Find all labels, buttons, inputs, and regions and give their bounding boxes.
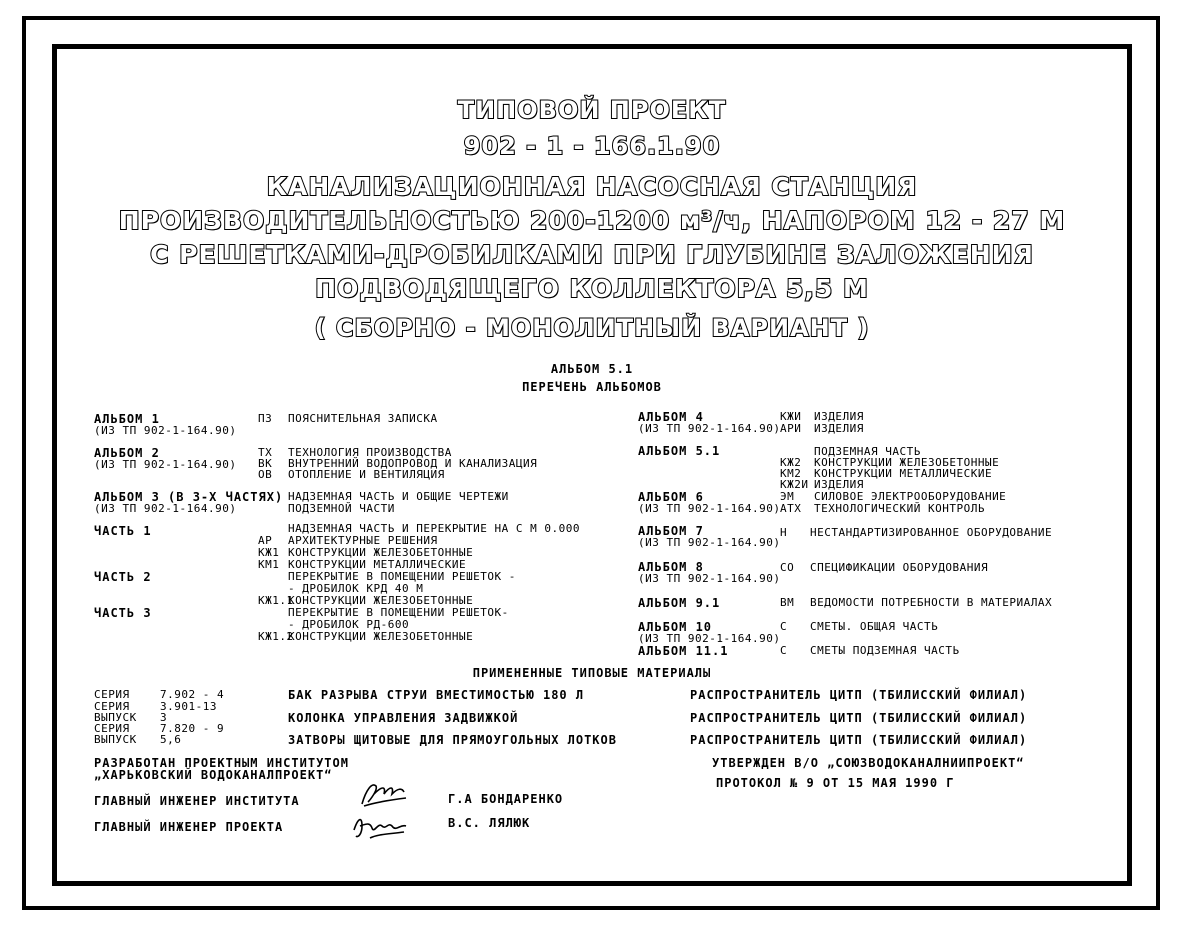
approved-line-2: ПРОТОКОЛ № 9 ОТ 15 МАЯ 1990 Г <box>716 776 955 790</box>
series-label: ВЫПУСК <box>94 711 137 724</box>
left-album-desc: ПОДЗЕМНОЙ ЧАСТИ <box>288 502 395 515</box>
title-line-4: ПОДВОДЯЩЕГО КОЛЛЕКТОРА 5,5 М <box>315 274 869 303</box>
developer-line-1: РАЗРАБОТАН ПРОЕКТНЫМ ИНСТИТУТОМ <box>94 756 349 770</box>
right-album-desc: НЕСТАНДАРТИЗИРОВАННОЕ ОБОРУДОВАНИЕ <box>810 526 1053 539</box>
left-album-source: (ИЗ ТП 902-1-164.90) <box>94 458 237 471</box>
material-desc: КОЛОНКА УПРАВЛЕНИЯ ЗАДВИЖКОЙ <box>288 711 519 725</box>
right-album-desc: ТЕХНОЛОГИЧЕСКИЙ КОНТРОЛЬ <box>814 502 985 515</box>
left-album-desc: КОНСТРУКЦИИ ЖЕЛЕЗОБЕТОННЫЕ <box>288 630 474 643</box>
material-desc: ЗАТВОРЫ ЩИТОВЫЕ ДЛЯ ПРЯМОУГОЛЬНЫХ ЛОТКОВ <box>288 733 617 747</box>
right-album-code: КМ2 <box>780 467 802 480</box>
materials-title: ПРИМЕНЕННЫЕ ТИПОВЫЕ МАТЕРИАЛЫ <box>472 666 712 680</box>
title-variant: ( СБОРНО - МОНОЛИТНЫЙ ВАРИАНТ ) <box>314 314 870 342</box>
series-value: 7.820 - 9 <box>160 722 225 735</box>
left-part-label: ЧАСТЬ 2 <box>94 570 152 584</box>
right-album-desc: ИЗДЕЛИЯ <box>814 422 864 435</box>
right-album-label: АЛЬБОМ 5.1 <box>638 444 721 458</box>
left-album-label: АЛЬБОМ 2 <box>94 446 160 460</box>
left-album-code: КЖ1.2 <box>258 630 294 643</box>
right-album-source: (ИЗ ТП 902-1-164.90) <box>638 536 781 549</box>
series-label: СЕРИЯ <box>94 688 130 701</box>
series-label: ВЫПУСК <box>94 733 137 746</box>
material-distributor: РАСПРОСТРАНИТЕЛЬ ЦИТП (ТБИЛИССКИЙ ФИЛИАЛ) <box>690 688 1028 702</box>
right-album-source: (ИЗ ТП 902-1-164.90) <box>638 632 781 645</box>
right-album-label: АЛЬБОМ 8 <box>638 560 704 574</box>
left-album-source: (ИЗ ТП 902-1-164.90) <box>94 502 237 515</box>
series-value: 7.902 - 4 <box>160 688 225 701</box>
right-album-desc: СМЕТЫ ПОДЗЕМНАЯ ЧАСТЬ <box>810 644 960 657</box>
left-album-desc: ВНУТРЕННИЙ ВОДОПРОВОД И КАНАЛИЗАЦИЯ <box>288 457 538 470</box>
approved-line-1: УТВЕРЖДЕН В/О „СОЮЗВОДОКАНАЛНИИПРОЕКТ“ <box>712 756 1025 770</box>
right-album-desc: ИЗДЕЛИЯ <box>814 410 864 423</box>
right-album-source: (ИЗ ТП 902-1-164.90) <box>638 502 781 515</box>
right-album-label: АЛЬБОМ 9.1 <box>638 596 721 610</box>
right-album-desc: КОНСТРУКЦИИ ЖЕЛЕЗОБЕТОННЫЕ <box>814 456 1000 469</box>
left-part-label: ЧАСТЬ 3 <box>94 606 152 620</box>
left-album-desc: НАДЗЕМНАЯ ЧАСТЬ И ПЕРЕКРЫТИЕ НА С М 0.000 <box>288 522 581 535</box>
right-album-code: С <box>780 644 788 657</box>
left-album-code: КЖ1 <box>258 546 280 559</box>
developer-line-2: „ХАРЬКОВСКИЙ ВОДОКАНАЛПРОЕКТ“ <box>94 768 333 782</box>
right-album-desc: СИЛОВОЕ ЭЛЕКТРООБОРУДОВАНИЕ <box>814 490 1007 503</box>
right-album-label: АЛЬБОМ 11.1 <box>638 644 729 658</box>
right-album-code: Н <box>780 526 788 539</box>
right-album-source: (ИЗ ТП 902-1-164.90) <box>638 422 781 435</box>
right-album-code: АРИ <box>780 422 802 435</box>
left-album-desc: КОНСТРУКЦИИ МЕТАЛЛИЧЕСКИЕ <box>288 558 467 571</box>
right-album-label: АЛЬБОМ 10 <box>638 620 713 634</box>
chief-institute-name: Г.А БОНДАРЕНКО <box>448 792 564 806</box>
left-album-desc: АРХИТЕКТУРНЫЕ РЕШЕНИЯ <box>288 534 438 547</box>
left-album-desc: - ДРОБИЛОК КРД 40 М <box>288 582 424 595</box>
series-label: СЕРИЯ <box>94 722 130 735</box>
right-album-desc: СМЕТЫ. ОБЩАЯ ЧАСТЬ <box>810 620 939 633</box>
left-album-label: АЛЬБОМ 1 <box>94 412 160 426</box>
project-type-title: ТИПОВОЙ ПРОЕКТ <box>457 96 727 124</box>
left-album-code: КМ1 <box>258 558 280 571</box>
right-album-code: СО <box>780 561 795 574</box>
right-album-code: ЭМ <box>780 490 795 503</box>
right-album-code: С <box>780 620 788 633</box>
left-album-desc: КОНСТРУКЦИИ ЖЕЛЕЗОБЕТОННЫЕ <box>288 594 474 607</box>
project-number: 902 - 1 - 166.1.90 <box>463 132 721 160</box>
title-line-1: КАНАЛИЗАЦИОННАЯ НАСОСНАЯ СТАНЦИЯ <box>266 172 918 201</box>
left-album-code: КЖ1.1 <box>258 594 294 607</box>
left-album-desc: НАДЗЕМНАЯ ЧАСТЬ И ОБЩИЕ ЧЕРТЕЖИ <box>288 490 509 503</box>
series-value: 3.901-13 <box>160 700 217 713</box>
chief-project-name: В.С. ЛЯЛЮК <box>448 816 531 830</box>
right-album-code: АТХ <box>780 502 802 515</box>
left-album-code: ТХ <box>258 446 273 459</box>
right-album-source: (ИЗ ТП 902-1-164.90) <box>638 572 781 585</box>
left-album-source: (ИЗ ТП 902-1-164.90) <box>94 424 237 437</box>
right-album-desc: ПОДЗЕМНАЯ ЧАСТЬ <box>814 445 921 458</box>
left-album-desc: ПЕРЕКРЫТИЕ В ПОМЕЩЕНИИ РЕШЕТОК- <box>288 606 509 619</box>
album-list-heading: ПЕРЕЧЕНЬ АЛЬБОМОВ <box>522 380 662 394</box>
material-distributor: РАСПРОСТРАНИТЕЛЬ ЦИТП (ТБИЛИССКИЙ ФИЛИАЛ) <box>690 711 1028 725</box>
left-album-code: АР <box>258 534 273 547</box>
title-line-3: С РЕШЕТКАМИ-ДРОБИЛКАМИ ПРИ ГЛУБИНЕ ЗАЛОЖЕНИЯ <box>150 240 1034 269</box>
left-album-desc: КОНСТРУКЦИИ ЖЕЛЕЗОБЕТОННЫЕ <box>288 546 474 559</box>
right-album-desc: КОНСТРУКЦИИ МЕТАЛЛИЧЕСКИЕ <box>814 467 993 480</box>
left-album-label: АЛЬБОМ 3 (В 3-Х ЧАСТЯХ) <box>94 490 284 504</box>
title-line-2: ПРОИЗВОДИТЕЛЬНОСТЬЮ 200-1200 м³/ч, НАПОРОМ 12 - 27 М <box>118 206 1066 235</box>
left-album-desc: ПЕРЕКРЫТИЕ В ПОМЕЩЕНИИ РЕШЕТОК - <box>288 570 516 583</box>
signature-bondarenko <box>356 776 412 810</box>
material-desc: БАК РАЗРЫВА СТРУИ ВМЕСТИМОСТЬЮ 180 Л <box>288 688 585 702</box>
right-album-code: КЖ2 <box>780 456 802 469</box>
right-album-label: АЛЬБОМ 6 <box>638 490 704 504</box>
signature-lyalyuk <box>350 808 412 844</box>
album-title: АЛЬБОМ 5.1 <box>550 362 634 376</box>
left-album-desc: ПОЯСНИТЕЛЬНАЯ ЗАПИСКА <box>288 412 438 425</box>
chief-project-label: ГЛАВНЫЙ ИНЖЕНЕР ПРОЕКТА <box>94 820 284 834</box>
right-album-desc: ВЕДОМОСТИ ПОТРЕБНОСТИ В МАТЕРИАЛАХ <box>810 596 1053 609</box>
left-album-desc: ОТОПЛЕНИЕ И ВЕНТИЛЯЦИЯ <box>288 468 445 481</box>
right-album-desc: ИЗДЕЛИЯ <box>814 478 864 491</box>
material-distributor: РАСПРОСТРАНИТЕЛЬ ЦИТП (ТБИЛИССКИЙ ФИЛИАЛ) <box>690 733 1028 747</box>
left-album-code: ВК <box>258 457 273 470</box>
right-album-code: КЖ2И <box>780 478 809 491</box>
left-album-code: ОВ <box>258 468 273 481</box>
left-album-desc: - ДРОБИЛОК РД-600 <box>288 618 410 631</box>
right-album-code: ВМ <box>780 596 795 609</box>
left-part-label: ЧАСТЬ 1 <box>94 524 152 538</box>
right-album-label: АЛЬБОМ 7 <box>638 524 704 538</box>
series-value: 3 <box>160 711 168 724</box>
right-album-code: КЖИ <box>780 410 802 423</box>
series-label: СЕРИЯ <box>94 700 130 713</box>
right-album-desc: СПЕЦИФИКАЦИИ ОБОРУДОВАНИЯ <box>810 561 989 574</box>
left-album-code: ПЗ <box>258 412 273 425</box>
chief-institute-label: ГЛАВНЫЙ ИНЖЕНЕР ИНСТИТУТА <box>94 794 300 808</box>
right-album-label: АЛЬБОМ 4 <box>638 410 704 424</box>
left-album-desc: ТЕХНОЛОГИЯ ПРОИЗВОДСТВА <box>288 446 452 459</box>
series-value: 5,6 <box>160 733 182 746</box>
